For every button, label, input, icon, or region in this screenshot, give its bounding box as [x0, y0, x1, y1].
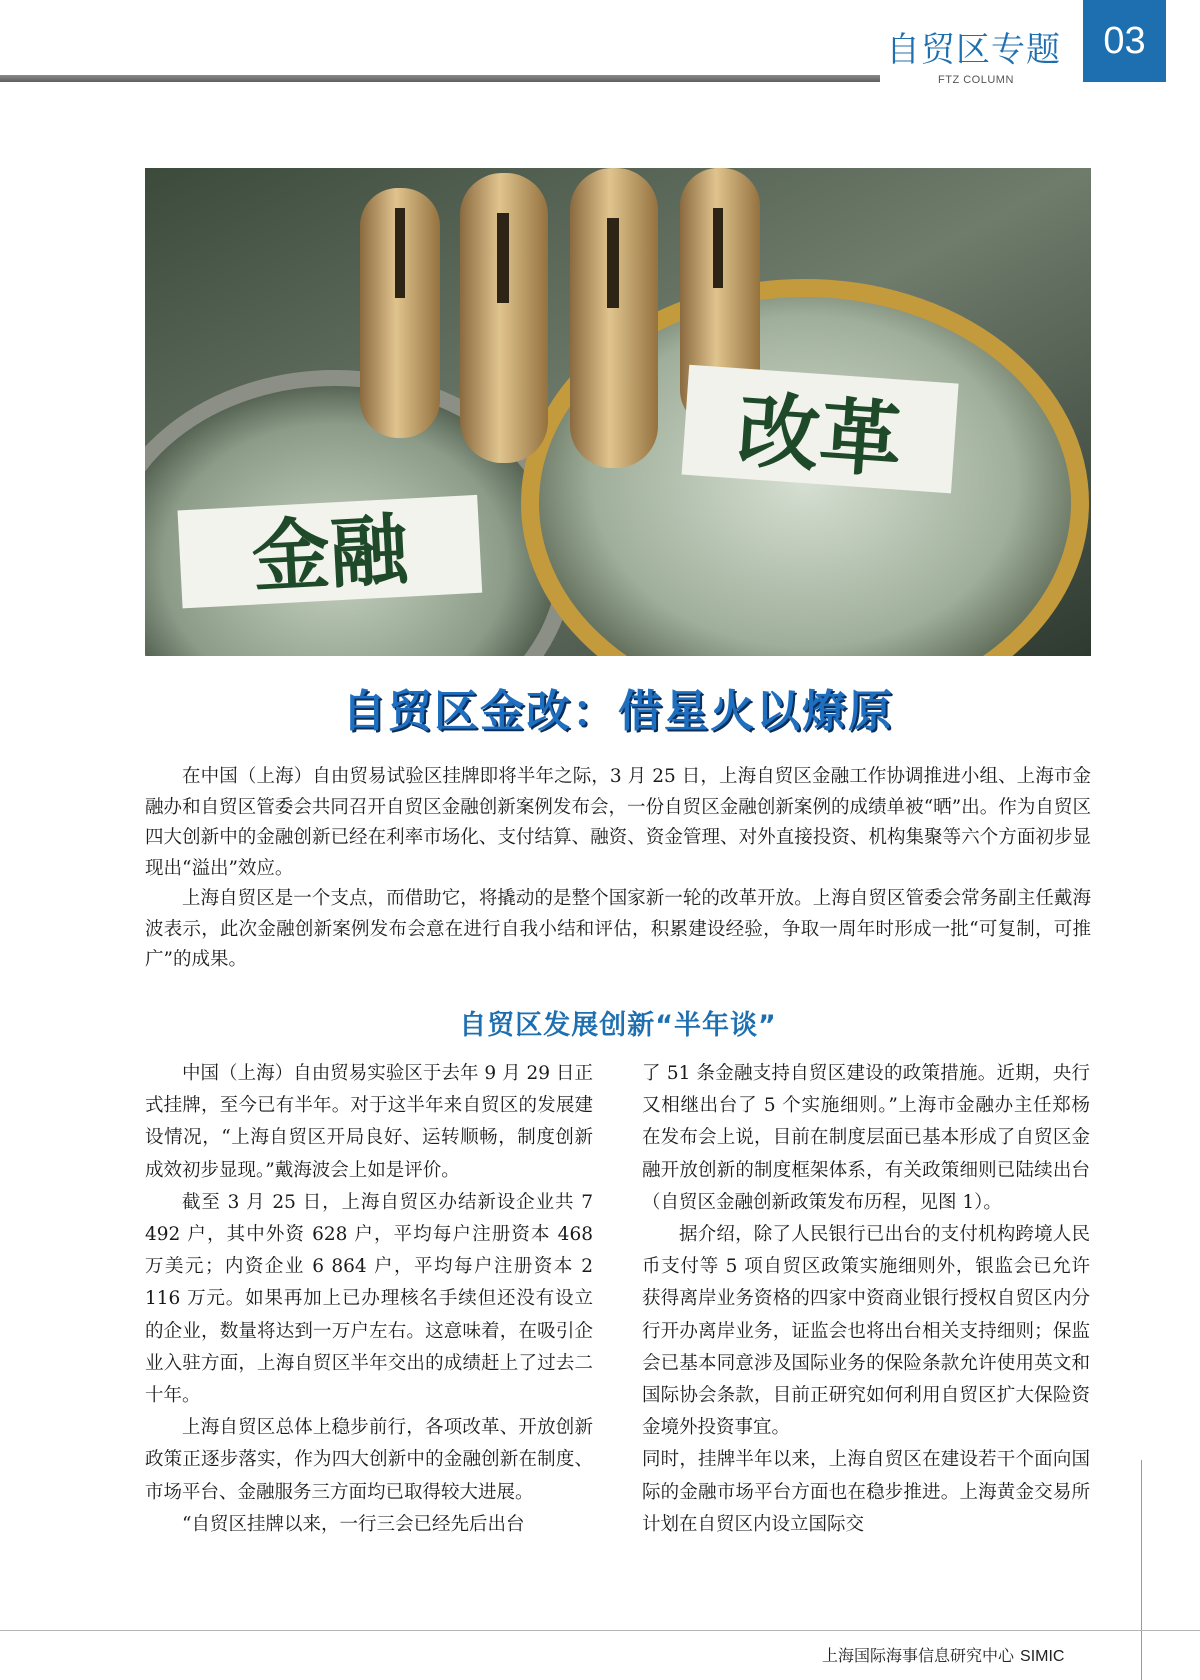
reform-card [682, 365, 959, 494]
footer-tag: SIMIC [1020, 1648, 1065, 1665]
section-subtitle: FTZ COLUMN [938, 74, 1014, 86]
body-paragraph: 中国（上海）自由贸易实验区于去年 9 月 29 日正式挂牌，至今已有半年。对于这半年来自贸区的发展建设情况，“上海自贸区开局良好、运转顺畅，制度创新成效初步显现。”戴海波会上如是评价。 [145, 1063, 593, 1181]
body-paragraph: “自贸区挂牌以来，一行三会已经先后出台 [182, 1513, 525, 1535]
caption-finance: 金融 [249, 505, 411, 604]
body-paragraph: 了 51 条金融支持自贸区建设的政策措施。近期，央行又相继出台了 5 个实施细则。”上海市金融办主任郑杨在发布会上说，目前在制度层面已基本形成了自贸区金融开放创新的制度框架体系，有关政策细则已陆续出台（自贸区金融创新政策发布历程，见图 1）。 [642, 1063, 1090, 1213]
footer-org: 上海国际海事信息研究中心 [822, 1646, 1015, 1665]
caption-reform: 改革 [734, 383, 905, 490]
finance-card [177, 495, 482, 609]
header-rule [0, 75, 880, 82]
right-column [642, 1058, 1090, 1541]
section-title: 自贸区专题 [886, 30, 1061, 70]
margin-rule [1141, 1460, 1142, 1680]
page-number-badge: 03 [1083, 0, 1166, 82]
body-paragraph: 同时，挂牌半年以来，上海自贸区在建设若干个面向国际的金融市场平台方面也在稳步推进。上海黄金交易所计划在自贸区内设立国际交 [642, 1449, 1090, 1535]
article-headline: 自贸区金改：借星火以燎原 [342, 686, 894, 737]
body-paragraph: 上海自贸区总体上稳步前行，各项改革、开放创新政策正逐步落实，作为四大创新中的金融创新在制度、市场平台、金融服务三方面均已取得较大进展。 [145, 1417, 593, 1503]
intro-paragraph: 在中国（上海）自由贸易试验区挂牌即将半年之际，3 月 25 日，上海自贸区金融工作协调推进小组、上海市金融办和自贸区管委会共同召开自贸区金融创新案例发布会，一份自贸区金融创新案例的成绩单被“晒”出。作为自贸区四大创新中的金融创新已经在利率市场化、支付结算、融资、资金管理、对外直接投资、机构集聚等六个方面初步显现出“溢出”效应。 [145, 766, 1091, 879]
left-column [145, 1058, 593, 1541]
article-subheading: 自贸区发展创新“半年谈” [459, 1010, 777, 1041]
intro-paragraph: 上海自贸区是一个支点，而借助它，将撬动的是整个国家新一轮的改革开放。上海自贸区管委会常务副主任戴海波表示，此次金融创新案例发布会意在进行自我小结和评估，积累建设经验，争取一周年时形成一批“可复制，可推广”的成果。 [145, 888, 1091, 970]
hero-image [145, 168, 1091, 656]
article-intro [145, 762, 1091, 976]
body-paragraph: 截至 3 月 25 日，上海自贸区办结新设企业共 7 492 户，其中外资 628 户，平均每户注册资本 468 万美元；内资企业 6 864 户，平均每户注册资本 2 116 万元。如果再加上已办理核名手续但还没有设立的企业，数量将达到一万户左右。这意味着，在吸引企业入驻方面，上海自贸区半年交出的成绩赶上了过去二十年。 [145, 1191, 593, 1407]
footer [822, 1643, 1064, 1666]
footer-rule [0, 1630, 1200, 1631]
body-paragraph: 据介绍，除了人民银行已出台的支付机构跨境人民币支付等 5 项自贸区政策实施细则外，银监会已允许获得离岸业务资格的四家中资商业银行授权自贸区内分行开办离岸业务，证监会也将出台相关支持细则；保监会已基本同意涉及国际业务的保险条款允许使用英文和国际协会条款，目前正研究如何利用自贸区扩大保险资金境外投资事宜。 [642, 1224, 1090, 1439]
